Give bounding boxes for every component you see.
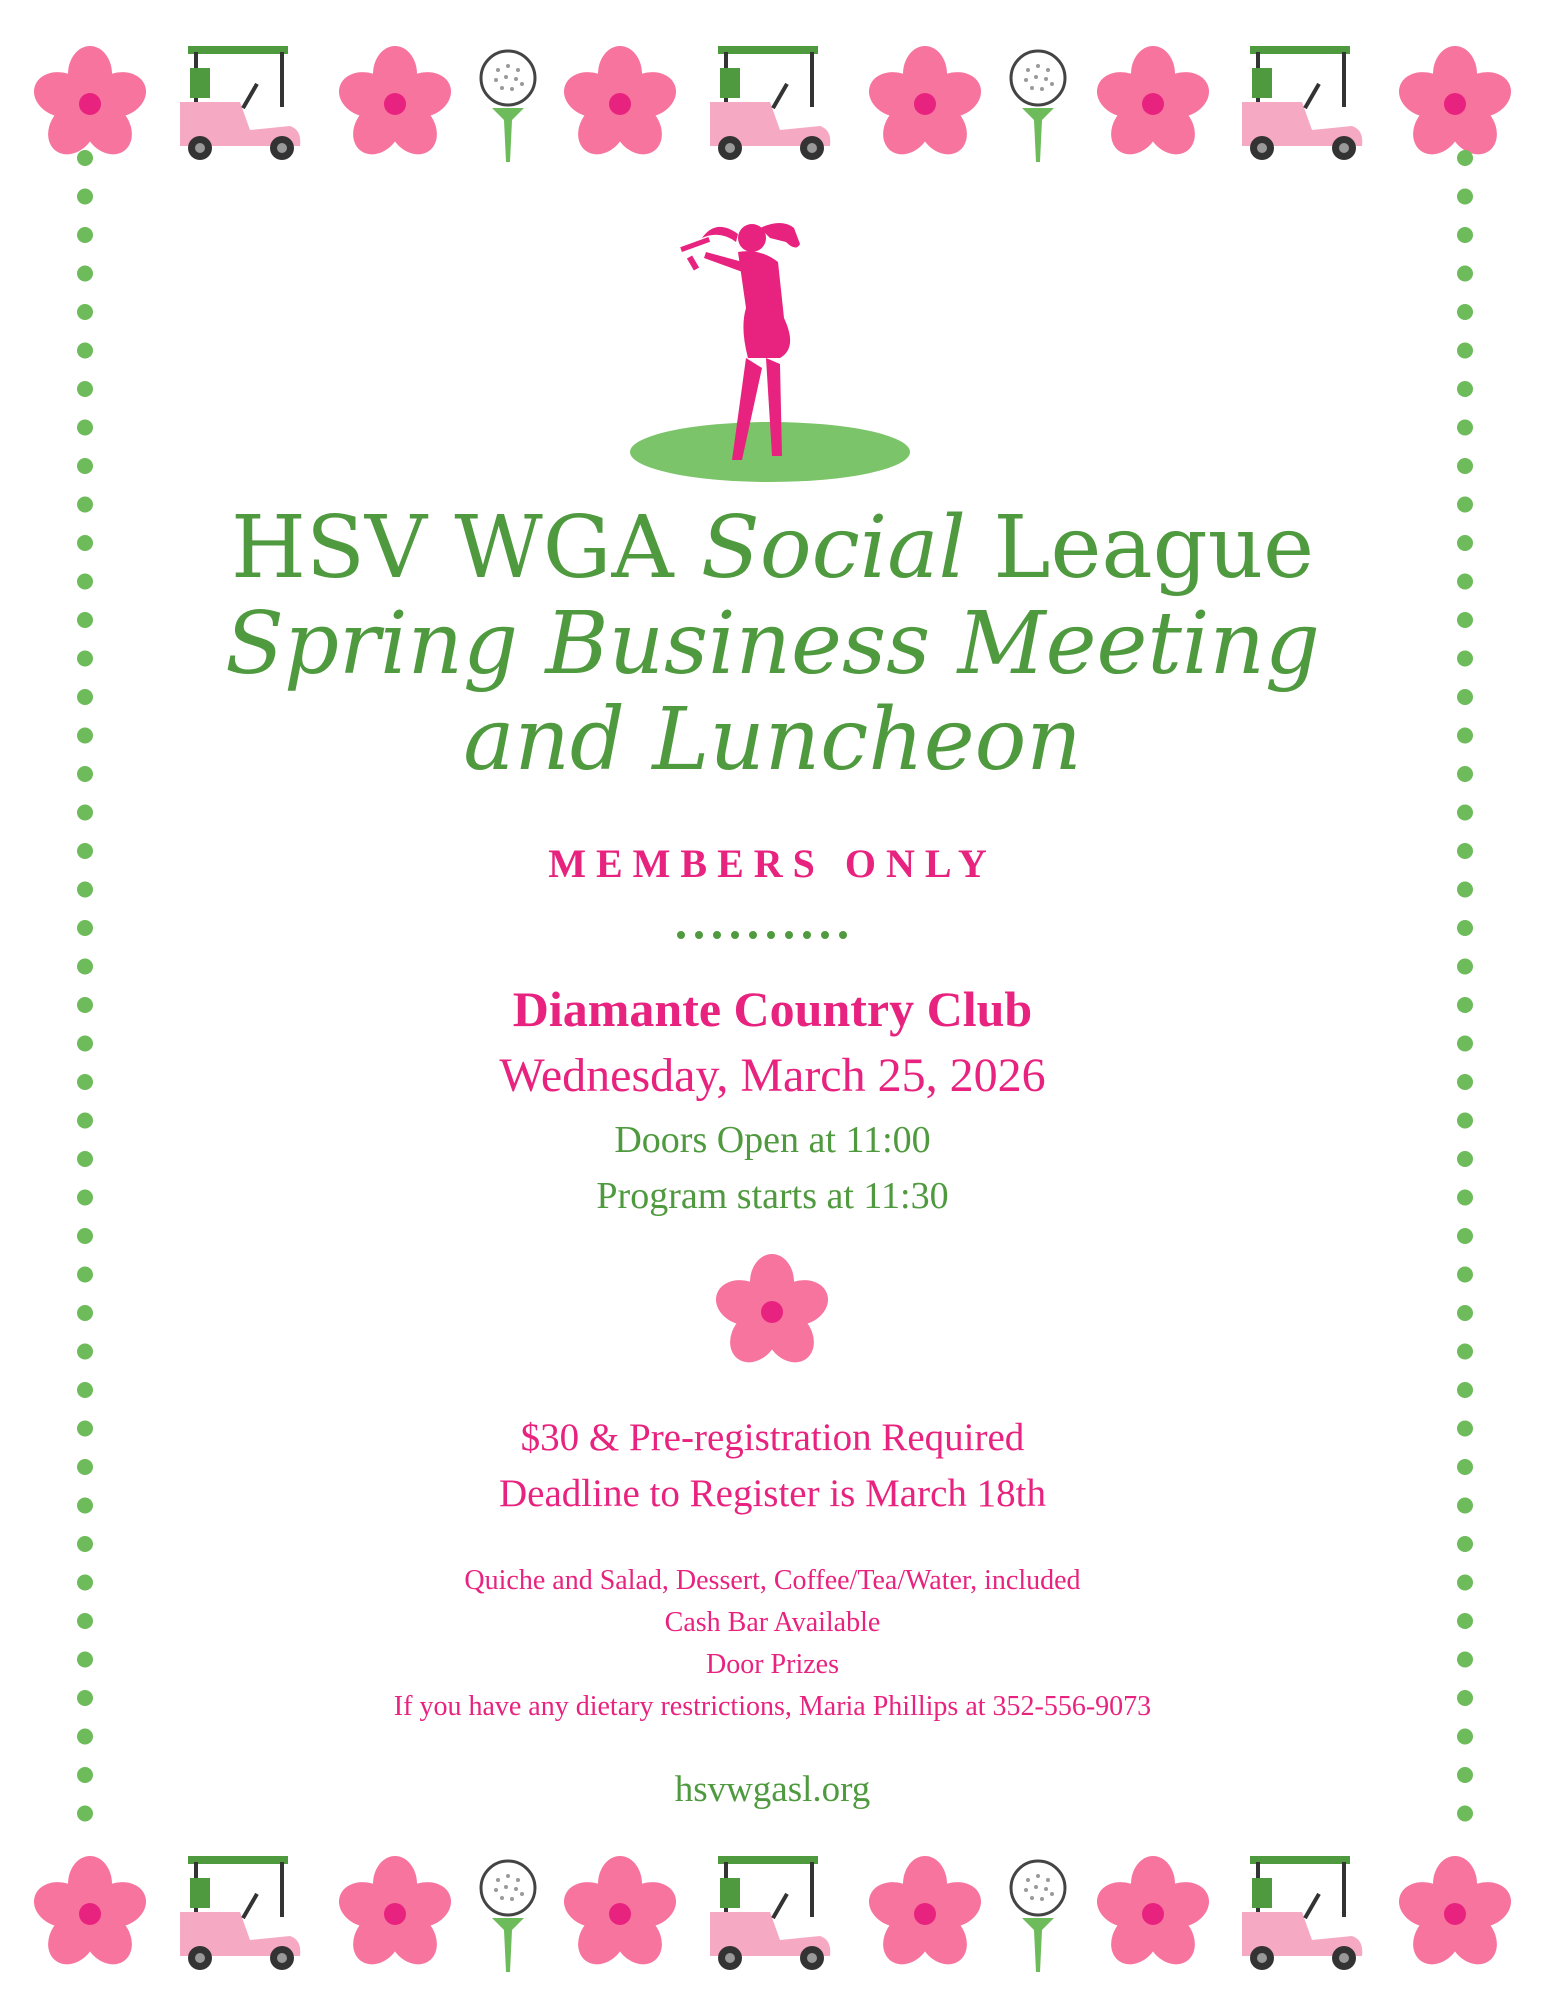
border-dot: [77, 651, 93, 667]
golf-cart-icon: [180, 46, 300, 160]
border-dot: [1457, 1575, 1473, 1591]
flower-icon: [333, 1856, 457, 1974]
border-dot: [1457, 1190, 1473, 1206]
border-dot: [1457, 266, 1473, 282]
border-dot: [77, 1190, 93, 1206]
border-dot: [77, 420, 93, 436]
top-border: [0, 30, 1545, 180]
detail-line: If you have any dietary restrictions, Maria Phillips at 352-556-9073: [393, 1691, 1152, 1722]
event-title: [120, 500, 1425, 788]
border-dot: [1457, 535, 1473, 551]
border-dot: [77, 574, 93, 590]
border-dot: [1457, 1498, 1473, 1514]
flower-icon: [863, 46, 987, 164]
border-dot: [77, 189, 93, 205]
golfer-illustration: [620, 208, 920, 488]
border-dot: [1457, 1459, 1473, 1475]
flower-icon: [28, 1856, 152, 1974]
border-dot: [77, 612, 93, 628]
title-line-2: Spring Business Meeting: [225, 594, 1320, 694]
border-dot: [77, 805, 93, 821]
flower-icon: [333, 46, 457, 164]
price-text: $30 & Pre-registration Required: [520, 1416, 1025, 1459]
border-dot: [77, 1344, 93, 1360]
event-times: [120, 1112, 1425, 1224]
border-dot: [77, 150, 93, 166]
border-dot: [77, 959, 93, 975]
border-dot: [77, 381, 93, 397]
border-dot: [1457, 689, 1473, 705]
border-dot: [77, 1806, 93, 1822]
flower-icon: [1091, 46, 1215, 164]
border-dot: [1457, 1267, 1473, 1283]
border-dot: [77, 1421, 93, 1437]
border-dot: [1457, 1344, 1473, 1360]
border-dot: [1457, 1536, 1473, 1552]
border-dot: [77, 535, 93, 551]
border-dot: [77, 1113, 93, 1129]
flower-icon: [558, 46, 682, 164]
golf-ball-tee-icon: [481, 51, 535, 162]
border-dot: [1457, 1305, 1473, 1321]
border-dot: [77, 689, 93, 705]
border-dot: [1457, 882, 1473, 898]
golf-cart-icon: [710, 46, 830, 160]
left-dot-border: [74, 150, 96, 1850]
border-dot: [1457, 1113, 1473, 1129]
border-dot: [1457, 1690, 1473, 1706]
border-dot: [77, 1575, 93, 1591]
event-details: [120, 1560, 1425, 1728]
flower-icon: [1393, 1856, 1517, 1974]
border-dot: [77, 458, 93, 474]
doors-open-time: Doors Open at 11:00: [614, 1119, 931, 1161]
border-dot: [1457, 1767, 1473, 1783]
detail-line: Door Prizes: [706, 1649, 839, 1680]
border-dot: [77, 1690, 93, 1706]
border-dot: [1457, 997, 1473, 1013]
border-dot: [1457, 304, 1473, 320]
border-dot: [1457, 458, 1473, 474]
registration-info: [120, 1410, 1425, 1522]
event-date: Wednesday, March 25, 2026: [499, 1049, 1046, 1102]
border-dot: [1457, 766, 1473, 782]
golf-ball-tee-icon: [481, 1861, 535, 1972]
border-dot: [77, 766, 93, 782]
border-dot: [1457, 1652, 1473, 1668]
flower-icon: [1393, 46, 1517, 164]
border-dot: [1457, 805, 1473, 821]
right-dot-border: [1454, 150, 1476, 1850]
border-dot: [77, 728, 93, 744]
border-dot: [77, 227, 93, 243]
border-dot: [77, 1498, 93, 1514]
flower-icon: [712, 1250, 832, 1374]
border-dot: [77, 343, 93, 359]
border-dot: [77, 1074, 93, 1090]
border-dot: [1457, 150, 1473, 166]
border-dot: [77, 1652, 93, 1668]
border-dot: [1457, 227, 1473, 243]
bottom-border: [0, 1840, 1545, 1990]
border-dot: [1457, 189, 1473, 205]
flower-icon: [1091, 1856, 1215, 1974]
border-dot: [1457, 1613, 1473, 1629]
border-dot: [77, 1536, 93, 1552]
border-dot: [77, 1267, 93, 1283]
border-dot: [1457, 574, 1473, 590]
website-link[interactable]: hsvwgasl.org: [674, 1769, 871, 1810]
border-dot: [1457, 1036, 1473, 1052]
golf-ball-tee-icon: [1011, 51, 1065, 162]
golf-cart-icon: [180, 1856, 300, 1970]
border-dot: [1457, 651, 1473, 667]
deadline-text: Deadline to Register is March 18th: [499, 1472, 1046, 1515]
border-dot: [77, 266, 93, 282]
border-dot: [1457, 381, 1473, 397]
border-dot: [1457, 959, 1473, 975]
golf-cart-icon: [710, 1856, 830, 1970]
border-dot: [1457, 1421, 1473, 1437]
border-dot: [1457, 343, 1473, 359]
detail-line: Quiche and Salad, Dessert, Coffee/Tea/Water, included: [464, 1565, 1081, 1596]
flower-icon: [863, 1856, 987, 1974]
venue-name: Diamante Country Club: [512, 981, 1033, 1037]
program-start-time: Program starts at 11:30: [596, 1175, 949, 1217]
border-dot: [1457, 612, 1473, 628]
border-dot: [1457, 1151, 1473, 1167]
border-dot: [1457, 728, 1473, 744]
putting-green: [630, 422, 910, 482]
border-dot: [1457, 1382, 1473, 1398]
border-dot: [1457, 920, 1473, 936]
border-dot: [1457, 1074, 1473, 1090]
border-dot: [77, 1767, 93, 1783]
border-dot: [77, 997, 93, 1013]
border-dot: [1457, 1228, 1473, 1244]
border-dot: [77, 497, 93, 513]
flower-icon: [28, 46, 152, 164]
flower-icon: [558, 1856, 682, 1974]
border-dot: [77, 1729, 93, 1745]
members-only-label: MEMBERS ONLY: [548, 841, 997, 886]
border-dot: [77, 1036, 93, 1052]
golf-cart-icon: [1242, 46, 1362, 160]
dotted-separator: [676, 925, 856, 949]
border-dot: [1457, 1806, 1473, 1822]
detail-line: Cash Bar Available: [664, 1607, 881, 1638]
title-line-3: and Luncheon: [463, 690, 1082, 790]
border-dot: [1457, 1729, 1473, 1745]
border-dot: [77, 920, 93, 936]
border-dot: [77, 1459, 93, 1475]
golf-cart-icon: [1242, 1856, 1362, 1970]
border-dot: [77, 882, 93, 898]
border-dot: [77, 1305, 93, 1321]
border-dot: [77, 1228, 93, 1244]
golf-ball-tee-icon: [1011, 1861, 1065, 1972]
border-dot: [77, 1382, 93, 1398]
border-dot: [77, 843, 93, 859]
border-dot: [1457, 497, 1473, 513]
border-dot: [1457, 420, 1473, 436]
title-line-1: HSV WGA Social League: [231, 498, 1314, 598]
border-dot: [77, 1613, 93, 1629]
border-dot: [1457, 843, 1473, 859]
border-dot: [77, 1151, 93, 1167]
border-dot: [77, 304, 93, 320]
